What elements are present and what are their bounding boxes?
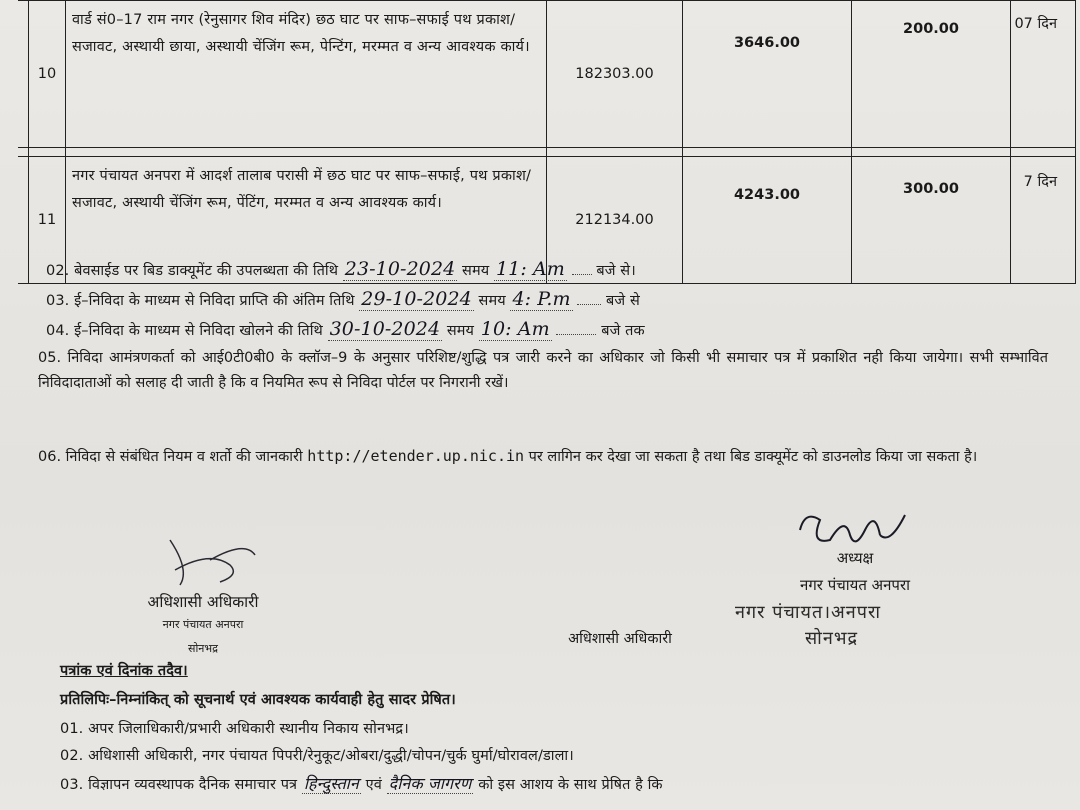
item-02-suffix: बजे से। — [596, 263, 636, 279]
work-description: वार्ड सं0–17 राम नगर (रेनुसागर शिव मंदिर) छठ घाट पर साफ–सफाई पथ प्रकाश/सजावट, अस्थायी छाया, अस्थायी चेंजिंग रूम, पेन्टिंग, मरम्मत व अन्य आवश्यक कार्य। — [66, 1, 547, 148]
right-stamp-line1: नगर पंचायत।अनपरा — [735, 602, 882, 623]
right-signatory-office: नगर पंचायत अनपरा — [800, 576, 910, 594]
newspaper-1: हिन्दुस्तान — [303, 774, 359, 793]
tender-table — [18, 0, 1076, 284]
copy-to-heading: प्रतिलिपिः–निम्नांकित् को सूचनार्थ एवं आवश्यक कार्यवाही हेतु सादर प्रेषित। — [60, 692, 456, 708]
copy-item-02: 02. अधिशासी अधिकारी, नगर पंचायत पिपरी/रेनुकूट/ओबरा/दुद्धी/चोपन/चुर्क घुर्मा/घोरावल/डाला। — [60, 748, 574, 764]
copy-item-03 — [60, 772, 663, 794]
copy-item-01: 01. अपर जिलाधिकारी/प्रभारी अधिकारी स्थानीय निकाय सोनभद्र। — [60, 721, 409, 737]
item-03 — [46, 288, 640, 310]
opening-time: 10: Am — [480, 318, 550, 340]
item-04-suffix: बजे तक — [601, 323, 645, 339]
availability-time: 11: Am — [495, 258, 565, 280]
completion-period: 7 दिन — [1011, 157, 1076, 284]
item-02 — [46, 258, 636, 280]
tender-fee: 200.00 — [852, 1, 1011, 148]
reference-line: पत्रांक एवं दिनांक तदैव। — [60, 663, 188, 679]
left-stamp-line1: नगर पंचायत अनपरा — [162, 618, 244, 631]
submission-deadline-time: 4: P.m — [512, 288, 571, 310]
right-signatory-title: अध्यक्ष — [836, 549, 874, 567]
left-stamp-line2: सोनभद्र — [188, 642, 218, 655]
etender-url: http://etender.up.nic.in — [307, 447, 525, 465]
newspaper-2: दैनिक जागरण — [388, 774, 472, 793]
table-margin-cell — [18, 157, 29, 284]
completion-period: 07 दिन — [1011, 1, 1076, 148]
time-label: समय — [478, 293, 506, 309]
tender-fee: 300.00 — [852, 157, 1011, 284]
left-signature — [150, 530, 260, 590]
item-02-text: 02. बेवसाईड पर बिड डाक्यूमेंट की उपलब्धता की तिथि — [46, 263, 339, 279]
center-signatory-title: अधिशासी अधिकारी — [568, 631, 672, 647]
item-04-text: 04. ई–निविदा के माध्यम से निविदा खोलने की तिथि — [46, 323, 323, 339]
table-margin-cell — [18, 1, 29, 148]
item-04 — [46, 318, 645, 340]
item-03-text: 03. ई–निविदा के माध्यम से निविदा प्राप्ति की अंतिम तिथि — [46, 293, 355, 309]
work-description: नगर पंचायत अनपरा में आदर्श तालाब परासी में छठ घाट पर साफ–सफाई, पथ प्रकाश/सजावट, अस्थायी चेंजिंग रूम, पेंटिंग, मरम्मत व अन्य आवश्यक कार्य। — [66, 157, 547, 284]
copy-item-03-and: एवं — [365, 777, 382, 793]
item-06 — [38, 444, 1048, 470]
right-stamp-line2: सोनभद्र — [805, 628, 859, 649]
left-signatory-title: अधिशासी अधिकारी — [147, 593, 259, 611]
time-label: समय — [446, 323, 475, 339]
estimated-cost: 182303.00 — [547, 1, 683, 148]
table-row-gap — [18, 148, 1076, 157]
submission-deadline-date: 29-10-2024 — [361, 288, 472, 310]
table-row — [18, 1, 1076, 148]
row-number: 11 — [29, 157, 66, 284]
copy-item-03-text: 03. विज्ञापन व्यवस्थापक दैनिक समाचार पत्र — [60, 777, 298, 793]
row-number: 10 — [29, 1, 66, 148]
copy-item-03-after: को इस आशय के साथ प्रेषित है कि — [478, 777, 663, 793]
item-06-text: 06. निविदा से संबंधित नियम व शर्तो की जानकारी — [38, 449, 303, 465]
earnest-money: 3646.00 — [683, 1, 852, 148]
item-05: 05. निविदा आमंत्रणकर्ता को आई0टी0बी0 के क्लॉज–9 के अनुसार परिशिष्ट/शुद्धि पत्र जारी करने का अधिकार जो किसी भी समाचार पत्र में प्रकाशित नही किया जायेगा। सभी सम्भावित निविदादाताओं को सलाह दी जाती है कि व नियमित रूप से निविदा पोर्टल पर निगरानी रखें। — [38, 350, 1048, 391]
time-label: समय — [462, 263, 490, 279]
opening-date: 30-10-2024 — [329, 318, 441, 340]
earnest-money: 4243.00 — [683, 157, 852, 284]
item-06-text-after: पर लागिन कर देखा जा सकता है तथा बिड डाक्यूमेंट को डाउनलोड किया जा सकता है। — [528, 449, 978, 465]
estimated-cost: 212134.00 — [547, 157, 683, 284]
availability-date: 23-10-2024 — [344, 258, 456, 280]
item-03-suffix: बजे से — [606, 293, 640, 309]
